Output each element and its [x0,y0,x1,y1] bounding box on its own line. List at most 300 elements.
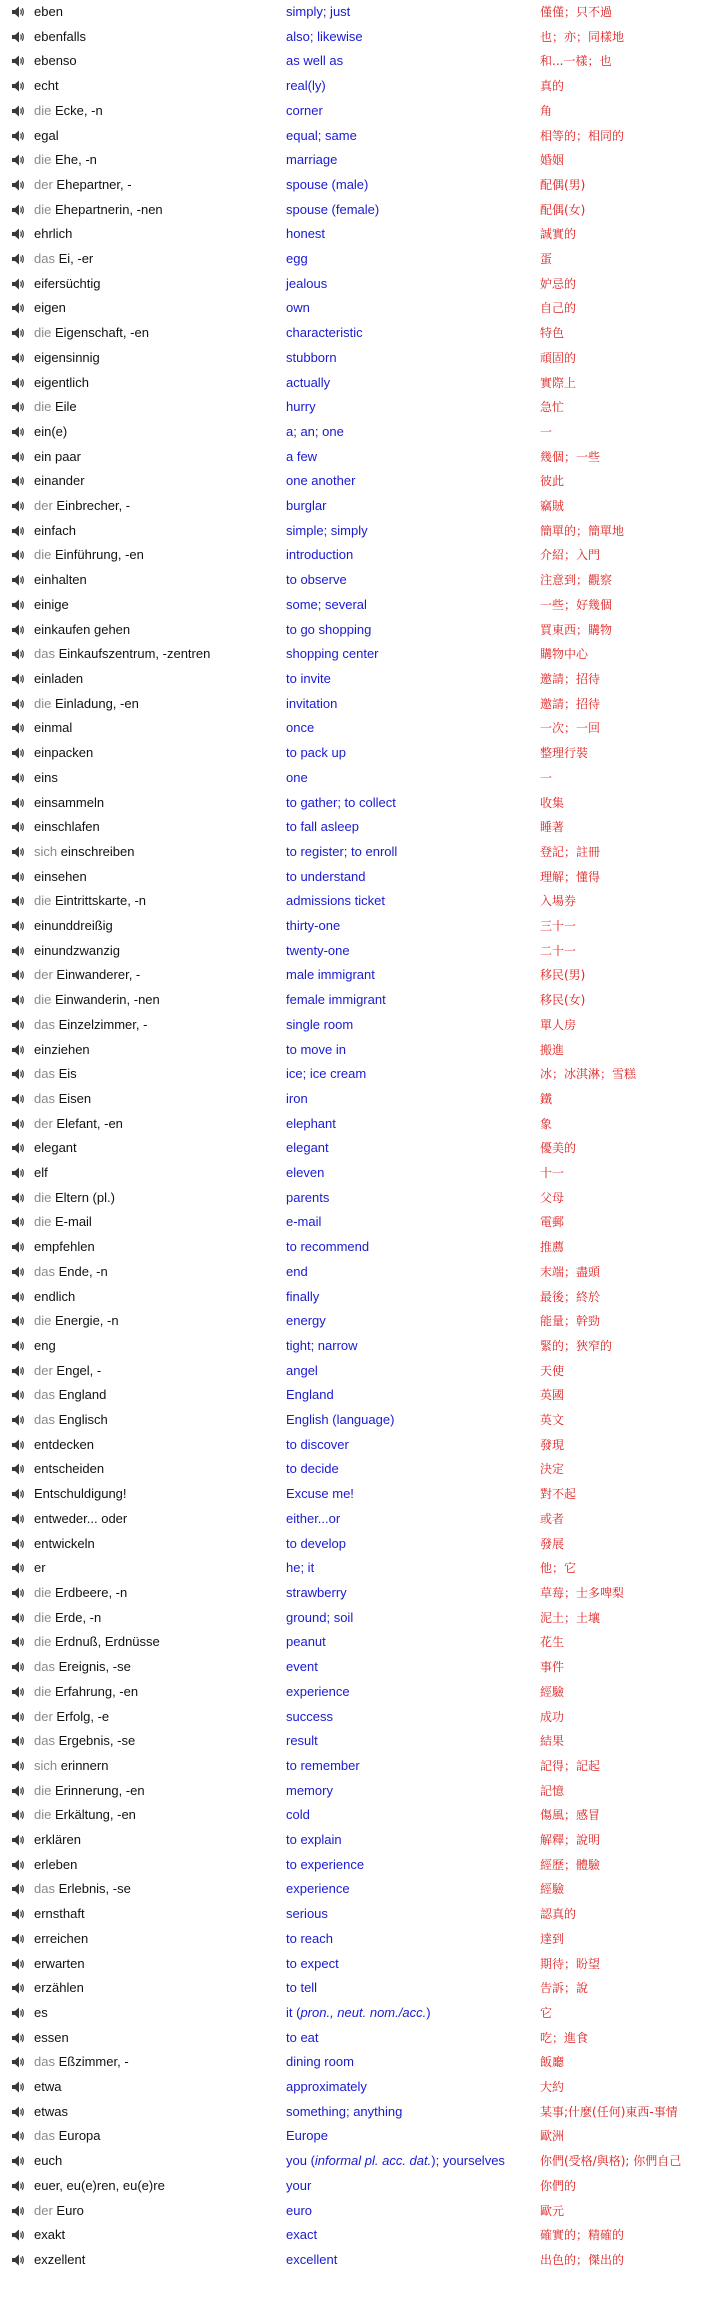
speaker-icon[interactable] [11,1482,31,1507]
speaker-icon[interactable] [11,2174,31,2199]
speaker-icon[interactable] [11,519,31,544]
speaker-icon[interactable] [11,1210,31,1235]
speaker-icon[interactable] [11,1828,31,1853]
german-word: exakt [34,2227,66,2243]
speaker-icon[interactable] [11,74,31,99]
german-word: einunddreißig [34,918,113,934]
speaker-icon[interactable] [11,1457,31,1482]
speaker-icon[interactable] [11,593,31,618]
chinese-translation: 歐元 [540,2203,565,2218]
vocab-row [0,1383,720,1408]
german-term [34,445,279,470]
speaker-icon[interactable] [11,124,31,149]
english-translation: angel [286,1362,318,1378]
speaker-icon[interactable] [11,1161,31,1186]
german-article: das [34,646,55,662]
speaker-icon[interactable] [11,1705,31,1730]
english-translation: marriage [286,152,338,168]
chinese-translation: 認真的 [540,1907,577,1922]
chinese-translation: 幾個；一些 [540,449,601,464]
german-term [34,1754,279,1779]
german-word: einsehen [34,868,87,884]
speaker-icon[interactable] [11,741,31,766]
vocab-row [0,791,720,816]
vocab-row [0,1927,720,1952]
german-word: Erde, -n [54,1609,102,1625]
german-term [34,148,279,173]
speaker-icon[interactable] [11,1630,31,1655]
german-term [34,815,279,840]
german-term [34,2026,279,2051]
speaker-icon[interactable] [11,1112,31,1137]
german-word: egal [34,127,59,143]
german-term [34,371,279,396]
german-word: etwa [34,2079,62,2095]
german-term [34,247,279,272]
speaker-icon[interactable] [11,296,31,321]
english-translation: to move in [286,1041,346,1057]
speaker-icon[interactable] [11,173,31,198]
german-term [34,272,279,297]
english-translation: to go shopping [286,621,372,637]
chinese-translation: 收集 [540,795,565,810]
vocab-row [0,1630,720,1655]
vocab-row [0,99,720,124]
vocab-row [0,346,720,371]
german-article: das [34,1881,55,1897]
speaker-icon[interactable] [11,1038,31,1063]
speaker-icon[interactable] [11,1013,31,1038]
german-word: einladen [34,670,84,686]
german-term [34,494,279,519]
speaker-icon[interactable] [11,1927,31,1952]
english-translation: stubborn [286,349,337,365]
german-word: Erinnerung, -en [54,1782,145,1798]
german-term [34,1161,279,1186]
german-term [34,1112,279,1137]
chinese-translation: 推薦 [540,1240,565,1255]
english-translation: own [286,300,310,316]
english-translation: experience [286,1683,350,1699]
german-term [34,99,279,124]
chinese-translation: 歐洲 [540,2129,565,2144]
english-translation: Excuse me! [286,1486,354,1502]
speaker-icon[interactable] [11,865,31,890]
english-translation: to reach [286,1930,333,1946]
german-article: das [34,1733,55,1749]
vocab-row [0,1210,720,1235]
vocab-row [0,865,720,890]
speaker-icon[interactable] [11,346,31,371]
english-translation: twenty-one [286,942,350,958]
german-word: einige [34,596,69,612]
vocab-row [0,1754,720,1779]
speaker-icon[interactable] [11,445,31,470]
speaker-icon[interactable] [11,766,31,791]
chinese-translation: 三十一 [540,919,577,934]
vocab-row [0,766,720,791]
speaker-icon[interactable] [11,642,31,667]
german-article: die [34,1683,52,1699]
german-term [34,1828,279,1853]
speaker-icon[interactable] [11,889,31,914]
english-translation: to gather; to collect [286,794,396,810]
german-word: elegant [34,1140,77,1156]
chinese-translation: 一 [540,424,553,439]
speaker-icon[interactable] [11,716,31,741]
chinese-translation: 二十一 [540,943,577,958]
vocab-row [0,1062,720,1087]
english-grammar-note: pron., neut. nom./acc. [300,2004,427,2020]
vocab-row [0,371,720,396]
chinese-translation: 購物中心 [540,647,589,662]
german-term [34,1408,279,1433]
speaker-icon[interactable] [11,1754,31,1779]
chinese-translation: 對不起 [540,1487,577,1502]
vocab-row [0,1705,720,1730]
speaker-icon[interactable] [11,1556,31,1581]
speaker-icon[interactable] [11,1507,31,1532]
vocab-row [0,716,720,741]
vocab-row [0,124,720,149]
chinese-translation: 真的 [540,79,565,94]
english-translation: to tell [286,1980,318,1996]
german-term [34,1655,279,1680]
speaker-icon[interactable] [11,1136,31,1161]
german-article: das [34,1387,55,1403]
vocab-row [0,963,720,988]
chinese-translation: 婚姻 [540,153,565,168]
speaker-icon[interactable] [11,148,31,173]
speaker-icon[interactable] [11,1062,31,1087]
speaker-icon[interactable] [11,914,31,939]
english-translation: dining room [286,2054,354,2070]
speaker-icon[interactable] [11,25,31,50]
german-article: die [34,201,52,217]
chinese-translation: 草莓；士多啤梨 [540,1586,625,1600]
speaker-icon[interactable] [11,939,31,964]
english-translation: honest [286,226,326,242]
chinese-translation: 你們(受格/與格); 你們自己 [540,2154,682,2169]
speaker-icon[interactable] [11,2075,31,2100]
chinese-translation: 達到 [540,1931,565,1946]
chinese-translation: 妒忌的 [540,276,577,291]
chinese-translation: 實際上 [540,375,577,390]
german-word: eigentlich [34,374,89,390]
chinese-translation: 經驗 [540,1684,565,1699]
german-term [34,1309,279,1334]
german-term [34,296,279,321]
speaker-icon[interactable] [11,1532,31,1557]
vocab-row [0,395,720,420]
german-term [34,2174,279,2199]
english-translation: some; several [286,596,367,612]
speaker-icon[interactable] [11,2149,31,2174]
speaker-icon[interactable] [11,2026,31,2051]
german-term [34,568,279,593]
vocab-row [0,272,720,297]
english-grammar-note: informal pl. acc. dat. [314,2153,432,2169]
english-translation: single room [286,1016,354,1032]
german-article: der [34,1362,53,1378]
vocab-row [0,642,720,667]
speaker-icon[interactable] [11,963,31,988]
english-translation: jealous [286,275,328,291]
vocab-row [0,1877,720,1902]
chinese-translation: 記憶 [540,1783,565,1798]
german-word: Einwanderer, - [56,967,141,983]
speaker-icon[interactable] [11,420,31,445]
vocab-row [0,74,720,99]
vocab-row [0,840,720,865]
german-term [34,1902,279,1927]
vocab-row [0,198,720,223]
speaker-icon[interactable] [11,2124,31,2149]
speaker-icon[interactable] [11,1359,31,1384]
german-word: euer, eu(e)ren, eu(e)re [34,2177,165,2193]
english-translation: to experience [286,1856,365,1872]
english-translation: to eat [286,2029,319,2045]
chinese-translation: 睡著 [540,820,565,835]
vocab-row [0,1433,720,1458]
german-word: Einkaufszentrum, -zentren [58,646,211,662]
speaker-icon[interactable] [11,2050,31,2075]
english-translation: cold [286,1807,310,1823]
chinese-translation: 頑固的 [540,350,577,365]
speaker-icon[interactable] [11,1581,31,1606]
german-word: etwas [34,2103,68,2119]
english-translation: tight; narrow [286,1337,358,1353]
english-translation: equal; same [286,127,357,143]
vocab-row [0,889,720,914]
speaker-icon[interactable] [11,1976,31,2001]
german-article: die [34,1189,52,1205]
german-word: entwickeln [34,1535,95,1551]
german-term [34,0,279,25]
chinese-translation: 邀請；招待 [540,671,601,686]
english-translation: your [286,2177,312,2193]
german-term [34,642,279,667]
speaker-icon[interactable] [11,1235,31,1260]
english-translation: female immigrant [286,992,386,1008]
speaker-icon[interactable] [11,815,31,840]
speaker-icon[interactable] [11,198,31,223]
vocab-row [0,568,720,593]
german-term [34,1186,279,1211]
speaker-icon[interactable] [11,667,31,692]
speaker-icon[interactable] [11,1260,31,1285]
german-term [34,1976,279,2001]
speaker-icon[interactable] [11,791,31,816]
chinese-translation: 角 [540,103,553,118]
german-word: ebenso [34,53,77,69]
speaker-icon[interactable] [11,222,31,247]
speaker-icon[interactable] [11,0,31,25]
german-term [34,2199,279,2224]
german-term [34,222,279,247]
chinese-translation: 天使 [540,1363,565,1378]
english-translation: introduction [286,547,354,563]
speaker-icon[interactable] [11,1853,31,1878]
german-word: Erdbeere, -n [54,1585,128,1600]
german-word: einander [34,473,85,489]
speaker-icon[interactable] [11,988,31,1013]
german-term [34,395,279,420]
german-term [34,1087,279,1112]
speaker-icon[interactable] [11,1285,31,1310]
speaker-icon[interactable] [11,1877,31,1902]
chinese-translation: 告訴；說 [540,1981,589,1996]
speaker-icon[interactable] [11,1408,31,1433]
chinese-translation: 簡單的；簡單地 [540,523,625,538]
german-word: endlich [34,1288,76,1304]
vocab-row [0,148,720,173]
chinese-translation: 它 [540,2005,553,2020]
english-translation: ground; soil [286,1609,354,1625]
german-word: Eltern (pl.) [54,1189,115,1205]
speaker-icon[interactable] [11,1087,31,1112]
english-translation: finally [286,1288,320,1304]
speaker-icon[interactable] [11,2001,31,2026]
vocab-row [0,1038,720,1063]
speaker-icon[interactable] [11,99,31,124]
german-article: die [34,695,52,711]
chinese-translation: 傷風；感冒 [540,1808,601,1823]
speaker-icon[interactable] [11,2248,31,2273]
speaker-icon[interactable] [11,1309,31,1334]
german-word: einschlafen [34,819,100,835]
speaker-icon[interactable] [11,1334,31,1359]
english-translation: exact [286,2227,318,2243]
speaker-icon[interactable] [11,692,31,717]
chinese-translation: 竊賊 [540,499,565,514]
chinese-translation: 移民(女) [540,993,586,1008]
german-article: die [34,1782,52,1798]
german-article: die [34,1585,52,1600]
chinese-translation: 搬進 [540,1042,565,1057]
speaker-icon[interactable] [11,1902,31,1927]
speaker-icon[interactable] [11,840,31,865]
speaker-icon[interactable] [11,1655,31,1680]
german-term [34,2223,279,2248]
speaker-icon[interactable] [11,1952,31,1977]
speaker-icon[interactable] [11,2199,31,2224]
speaker-icon[interactable] [11,1383,31,1408]
german-word: Elefant, -en [56,1115,123,1131]
german-word: E-mail [54,1214,92,1230]
vocab-row [0,2149,720,2174]
english-translation: to register; to enroll [286,843,398,859]
speaker-icon[interactable] [11,618,31,643]
german-term [34,889,279,914]
speaker-icon[interactable] [11,321,31,346]
vocab-row [0,321,720,346]
german-term [34,1952,279,1977]
speaker-icon[interactable] [11,1779,31,1804]
german-term [34,1630,279,1655]
chinese-translation: 特色 [540,326,565,341]
chinese-translation: 入場券 [540,894,577,909]
german-term [34,741,279,766]
vocab-row [0,1309,720,1334]
chinese-translation: 誠實的 [540,227,577,242]
german-term [34,1260,279,1285]
german-word: Eßzimmer, - [58,2054,129,2070]
chinese-translation: 經歷；體驗 [540,1857,601,1872]
german-term [34,2001,279,2026]
vocab-row [0,2075,720,2100]
speaker-icon[interactable] [11,2100,31,2125]
speaker-icon[interactable] [11,2223,31,2248]
german-word: einpacken [34,745,94,761]
english-translation: Europe [286,2128,328,2144]
speaker-icon[interactable] [11,568,31,593]
english-translation: real(ly) [286,78,326,94]
german-term [34,1136,279,1161]
english-translation: one [286,769,308,785]
english-translation: to discover [286,1436,349,1452]
chinese-translation: 也；亦；同樣地 [540,29,625,44]
speaker-icon[interactable] [11,1729,31,1754]
chinese-translation: 緊的；狹窄的 [540,1338,613,1353]
chinese-translation: 買東西；購物 [540,622,613,637]
german-word: einschreiben [60,843,135,859]
speaker-icon[interactable] [11,543,31,568]
speaker-icon[interactable] [11,1606,31,1631]
vocab-row [0,1334,720,1359]
speaker-icon[interactable] [11,49,31,74]
speaker-icon[interactable] [11,1803,31,1828]
german-word: Einbrecher, - [56,498,131,514]
german-word: Ereignis, -se [58,1659,131,1675]
german-term [34,1532,279,1557]
speaker-icon[interactable] [11,1680,31,1705]
chinese-translation: 配偶(男) [540,177,586,192]
english-translation: end [286,1263,308,1279]
german-word: euch [34,2153,63,2169]
german-term [34,25,279,50]
speaker-icon[interactable] [11,371,31,396]
vocab-row [0,49,720,74]
english-translation: spouse (female) [286,201,380,217]
german-article: das [34,251,55,267]
german-word: Erkältung, -en [54,1807,136,1823]
german-article: die [34,1313,52,1329]
german-word: Ergebnis, -se [58,1733,136,1749]
speaker-icon[interactable] [11,272,31,297]
vocab-row [0,1285,720,1310]
chinese-translation: 發展 [540,1536,565,1551]
speaker-icon[interactable] [11,395,31,420]
german-word: eigensinnig [34,349,100,365]
german-term [34,840,279,865]
english-translation: once [286,720,315,736]
speaker-icon[interactable] [11,1186,31,1211]
english-translation: to expect [286,1955,339,1971]
speaker-icon[interactable] [11,1433,31,1458]
speaker-icon[interactable] [11,469,31,494]
german-article: die [34,399,52,415]
speaker-icon[interactable] [11,494,31,519]
vocab-row [0,1556,720,1581]
speaker-icon[interactable] [11,247,31,272]
vocab-row [0,1803,720,1828]
chinese-translation: 事件 [540,1660,565,1675]
chinese-translation: 單人房 [540,1017,577,1032]
vocab-row [0,1606,720,1631]
german-word: Erfolg, -e [56,1708,110,1724]
german-term [34,716,279,741]
